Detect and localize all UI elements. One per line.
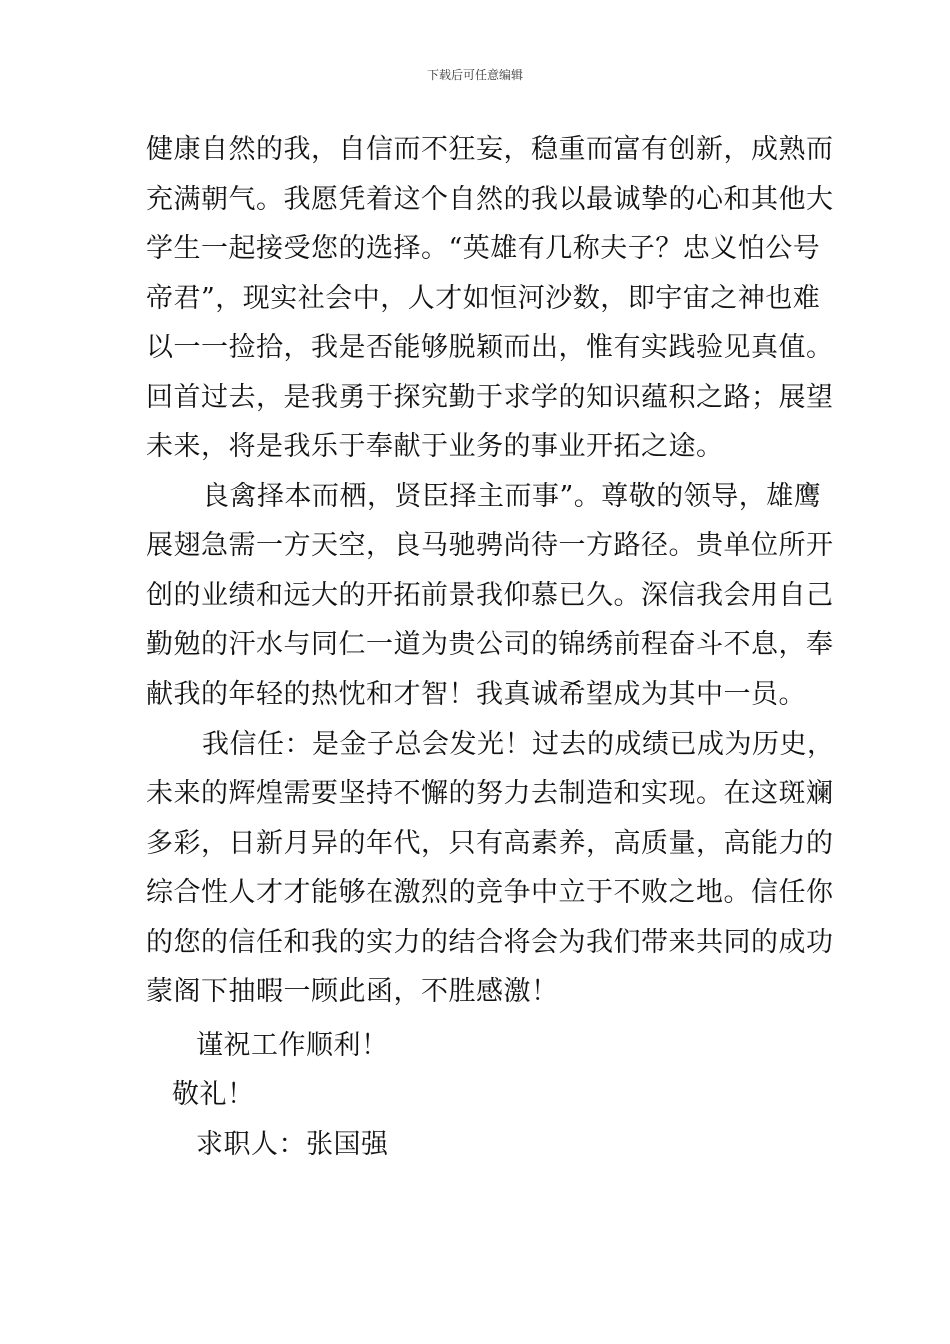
text-line: 勤勉的汗水与同仁一道为贵公司的锦绣前程奋斗不息，奉 xyxy=(146,629,834,660)
text-line: 以一一捡拾，我是否能够脱颖而出，惟有实践验见真值。 xyxy=(146,332,834,363)
text-line: 献我的年轻的热忱和才智！我真诚希望成为其中一员。 xyxy=(146,679,806,710)
text-line: 学生一起接受您的选择。“英雄有几称夫子？忠义怕公号 xyxy=(146,233,821,264)
text-line: 创的业绩和远大的开拓前景我仰慕已久。深信我会用自己 xyxy=(146,580,834,611)
text-line: 的您的信任和我的实力的结合将会为我们带来共同的成功 xyxy=(146,927,834,958)
closing-salute: 敬礼！ xyxy=(172,1079,255,1110)
text-line: 充满朝气。我愿凭着这个自然的我以最诚挚的心和其他大 xyxy=(146,184,834,215)
signature: 求职人：张国强 xyxy=(196,1129,389,1160)
text-line: 未来，将是我乐于奉献于业务的事业开拓之途。 xyxy=(146,431,724,462)
text-line: 展翅急需一方天空，良马驰骋尚待一方路径。贵单位所开 xyxy=(146,530,834,561)
text-line: 健康自然的我，自信而不狂妄，稳重而富有创新，成熟而 xyxy=(146,134,834,165)
text-line: 多彩，日新月异的年代，只有高素养，高质量，高能力的 xyxy=(146,828,834,859)
text-line: 帝君”，现实社会中，人才如恒河沙数，即宇宙之神也难 xyxy=(146,283,821,314)
text-line: 综合性人才才能够在激烈的竞争中立于不败之地。信任你 xyxy=(146,877,834,908)
text-line: 未来的辉煌需要坚持不懈的努力去制造和实现。在这斑斓 xyxy=(146,778,834,809)
paragraph-start-line: 我信任：是金子总会发光！过去的成绩已成为历史， xyxy=(202,729,835,760)
closing-wish: 谨祝工作顺利！ xyxy=(196,1030,389,1061)
text-line: 回首过去，是我勇于探究勤于求学的知识蕴积之路；展望 xyxy=(146,382,834,413)
text-line: 蒙阁下抽暇一顾此函，不胜感激！ xyxy=(146,976,559,1007)
header-note: 下载后可任意编辑 xyxy=(426,68,523,82)
paragraph-start-line: 良禽择本而栖，贤臣择主而事”。尊敬的领导，雄鹰 xyxy=(202,481,822,512)
